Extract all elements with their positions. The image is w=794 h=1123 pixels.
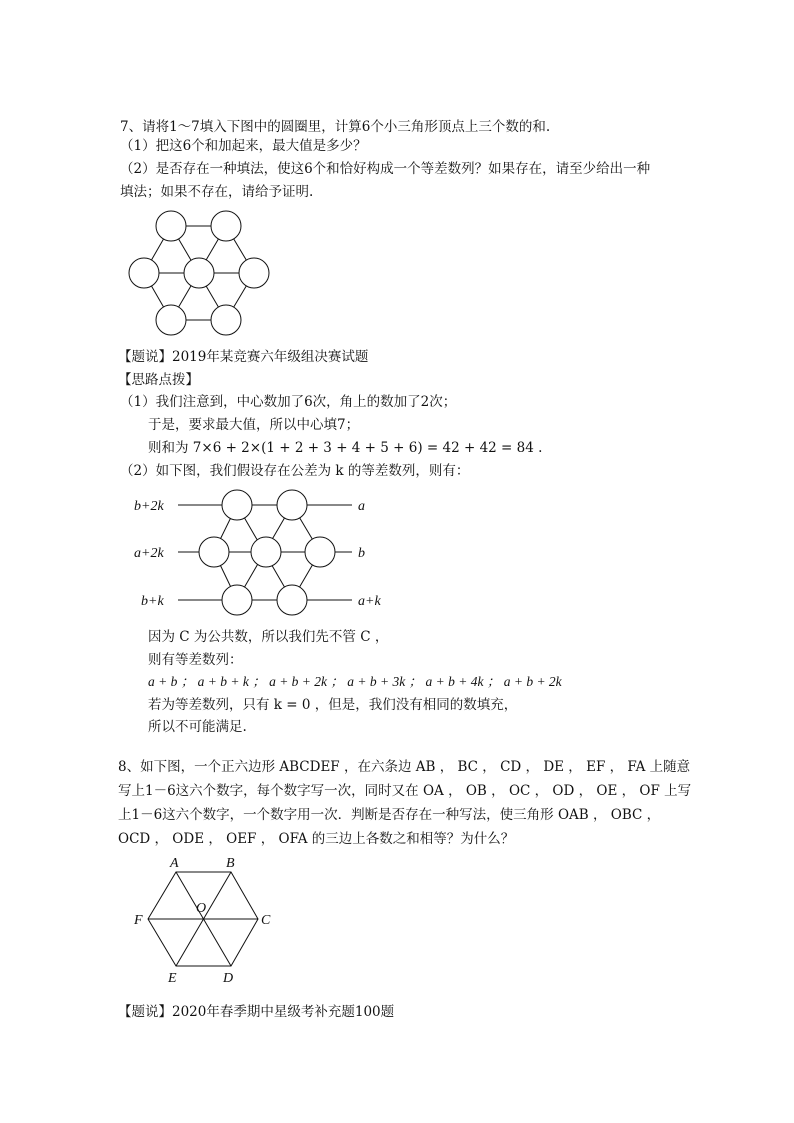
fig2-circle-bottom-left (222, 585, 252, 615)
problem7-question-2-line2: 填法；如果不存在，请给予证明. (120, 184, 314, 200)
vertex-b-label: B (226, 856, 235, 871)
label-left-mid: a+2k (134, 546, 164, 561)
problem7-question-2-line1: （2）是否存在一种填法，使这6个和恰好构成一个等差数列？如果存在，请至少给出一种 (120, 161, 651, 177)
fig2-circle-left (199, 537, 229, 567)
fig2-circle-bottom-right (277, 585, 307, 615)
problem8-line1: 8、如下图，一个正六边形 ABCDEF ，在六条边 AB ， BC ， CD ， DE ， EF ， FA 上随意 (118, 759, 691, 775)
label-right-mid: b (358, 546, 365, 561)
solution1-line1: （1）我们注意到，中心数加了6次，角上的数加了2次； (120, 394, 457, 410)
label-right-bot: a+k (358, 594, 381, 609)
solution2-line6: 所以不可能满足. (148, 719, 247, 735)
fig2-circle-top-right (277, 490, 307, 520)
problem7-source: 【题说】2019年某竞赛六年级组决赛试题 (118, 349, 369, 365)
fig2-circle-top-left (222, 490, 252, 520)
label-right-top: a (358, 499, 365, 514)
label-left-top: b+2k (134, 499, 164, 514)
solution1-line2: 于是，要求最大值，所以中心填7； (148, 417, 360, 433)
circle-left (129, 258, 159, 288)
circle-bottom-right (211, 305, 241, 335)
problem7-question-1: （1）把这6个和加起来，最大值是多少？ (120, 138, 367, 154)
circle-right (239, 258, 269, 288)
vertex-a-label: A (170, 856, 179, 871)
fig2-circle-center (251, 537, 281, 567)
problem7-title: 7、请将1～7填入下图中的圆圈里，计算6个小三角形顶点上三个数的和. (120, 119, 551, 135)
vertex-f-label: F (134, 913, 143, 928)
circle-bottom-left (156, 305, 186, 335)
vertex-e-label: E (168, 971, 177, 986)
fig2-circle-right (305, 537, 335, 567)
solution1-line3: 则和为 7×6 + 2×(1 + 2 + 3 + 4 + 5 + 6) = 42 + 42 = 84 . (148, 440, 543, 456)
solution2-line1: （2）如下图，我们假设存在公差为 k 的等差数列，则有： (120, 463, 470, 479)
solution2-line3: 则有等差数列： (148, 652, 243, 668)
label-left-bot: b+k (141, 594, 164, 609)
problem8-line4: OCD ， ODE ， OEF ， OFA 的三边上各数之和相等？为什么？ (118, 831, 515, 847)
solution2-sequence: a + b ； a + b + k ； a + b + 2k ； a + b + 3k ； a + b + 4k ； a + b + 2k (148, 674, 562, 689)
circle-center (184, 258, 214, 288)
problem8-line3: 上1－6这六个数字，一个数字用一次．判断是否存在一种写法，使三角形 OAB ， OBC ， (118, 807, 661, 823)
vertex-c-label: C (261, 913, 271, 928)
vertex-d-label: D (223, 971, 234, 986)
problem8-source: 【题说】2020年春季期中星级考补充题100题 (118, 1004, 395, 1020)
vertex-o-label: O (196, 901, 207, 916)
problem8-line2: 写上1－6这六个数字，每个数字写一次，同时又在 OA ， OB ， OC ， OD ， OE ， OF 上写 (118, 783, 692, 799)
solution2-line2: 因为 C 为公共数，所以我们先不管 C ， (148, 629, 389, 645)
hint-header: 【思路点拨】 (118, 372, 199, 388)
circle-top-right (211, 211, 241, 241)
circle-top-left (156, 211, 186, 241)
solution2-line5: 若为等差数列，只有 k = 0 ，但是，我们没有相同的数填充， (148, 697, 518, 713)
